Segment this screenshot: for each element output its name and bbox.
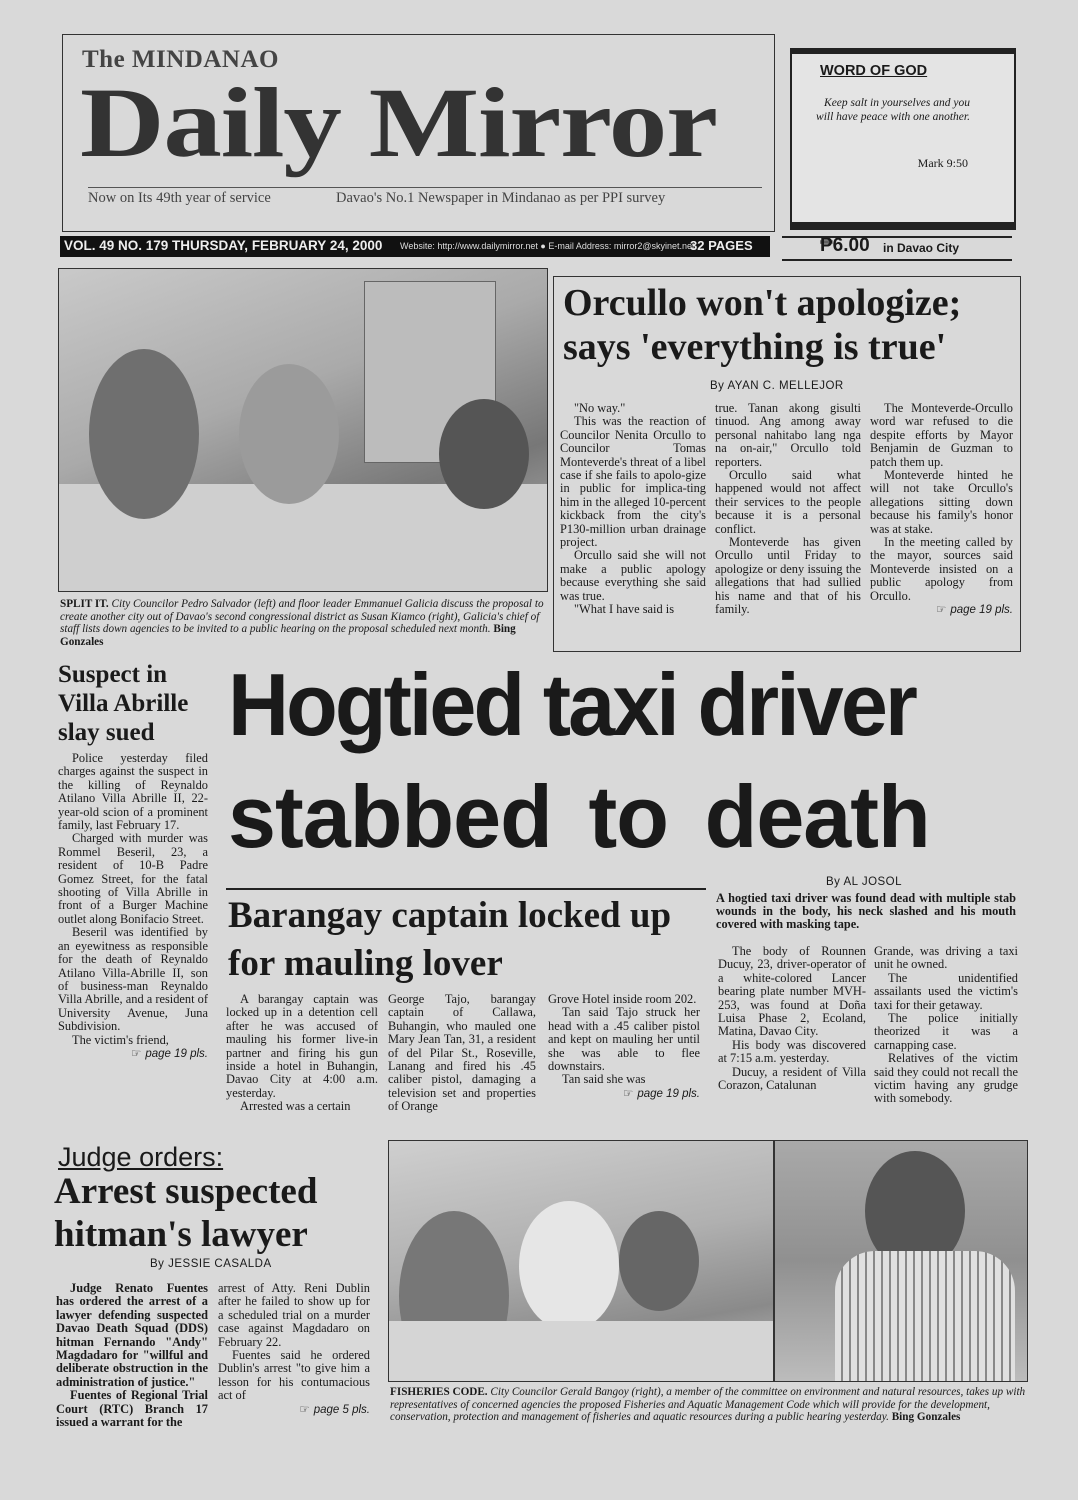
fisheries-code-caption-text: City Councilor Gerald Bangoy (right), a member of the committee on environment and natural resources, takes up with representatives of concerned agencies the proposed Fisheries and Aquatic Management Code which will provide for the development, conservation, protection and management of fisheries and aquatic resources during a public hearing yesterday. xyxy=(390,1386,1026,1424)
pointing-hand-icon: ☞ xyxy=(623,1087,634,1100)
fisheries-code-photo-credit: Bing Gonzales xyxy=(891,1411,961,1424)
pointing-hand-icon: ☞ xyxy=(131,1047,142,1060)
paragraph: The Monteverde-Orcullo word war refused to die despite efforts by Mayor Benjamin de Guzman to patch them up. xyxy=(870,401,1013,469)
taxi-byline: By AL JOSOL xyxy=(826,876,903,888)
barangay-headline: Barangay captain locked up for mauling lover xyxy=(228,895,672,984)
dateline-issue: VOL. 49 NO. 179 THURSDAY, FEBRUARY 24, 2000 xyxy=(64,238,383,253)
fisheries-code-caption xyxy=(390,1386,1026,1424)
paragraph: Relatives of the victim said they could not recall the victim having any grudge with somebody. xyxy=(874,1051,1018,1106)
paragraph: The police initially theorized it was a carnapping case. xyxy=(874,1011,1018,1052)
masthead-tagline-right: Davao's No.1 Newspaper in Mindanao as per PPI survey xyxy=(336,190,666,206)
suspect-headline: Suspect in Villa Abrille slay sued xyxy=(58,661,189,746)
masthead-tagline-rule xyxy=(88,187,762,188)
barangay-col-3 xyxy=(548,993,700,1101)
taxi-lede: A hogtied taxi driver was found dead with multiple stab wounds in the body, his neck slashed and his mouth covered with masking tape. xyxy=(716,891,1016,932)
dateline-website: Website: http://www.dailymirror.net ● E-mail Address: mirror2@skyinet.net xyxy=(400,241,695,251)
judge-continued[interactable] xyxy=(218,1404,370,1417)
pointing-hand-icon: ☞ xyxy=(299,1403,310,1416)
paragraph: George Tajo, barangay captain of Callawa, Buhangin, who mauled one Mary Jean Tan, 31, a resident of del Pilar St., Roseville, Lanang and fired his .45 caliber pistol, damaging a television set and properties of Orange xyxy=(388,992,536,1114)
paragraph: Arrested was a certain xyxy=(240,1099,351,1114)
paragraph: "No way." xyxy=(574,401,626,415)
judge-byline: By JESSIE CASALDA xyxy=(150,1258,272,1270)
paragraph: Grande, was driving a taxi unit he owned. xyxy=(874,944,1018,972)
orcullo-continued-label: page 19 pls. xyxy=(950,604,1013,617)
taxi-col-2 xyxy=(874,945,1018,1106)
masthead-title: Daily Mirror xyxy=(80,67,717,178)
paragraph: Monteverde has given Orcullo until Friday to apologize or deny issuing the allegations that had sullied his name and that of his family. xyxy=(715,535,861,617)
suspect-continued-label: page 19 pls. xyxy=(145,1047,208,1060)
orcullo-col-2 xyxy=(715,402,861,617)
dateline-pages: 32 PAGES xyxy=(690,238,753,253)
paragraph: This was the reaction of Councilor Nenita Orcullo to Councilor Tomas Monteverde's threat of a libel case if she fails to apolo-gize in public for implica-ting him in the alleged 10-percent kickback from the city's P130-million urban drainage project. xyxy=(560,414,706,550)
fisheries-code-photo-right xyxy=(774,1140,1028,1382)
word-of-god-reference: Mark 9:50 xyxy=(917,156,968,170)
paragraph: Grove Hotel inside room 202. xyxy=(548,992,697,1006)
paragraph: true. Tanan akong gisulti tinuod. Ang among away personal nahitabo lang nga na on-air," Orcullo told reporters. xyxy=(715,401,861,469)
paragraph: Charged with murder was Rommel Beseril, 23, a resident of 10-B Padre Gomez Street, for the fatal shooting of Villa Abrille in front of a Burger Machine outlet along Bonifacio Street. xyxy=(58,831,208,926)
paragraph: The unidentified assailants used the victim's taxi for their getaway. xyxy=(874,970,1018,1012)
paragraph: Tan said Tajo struck her head with a .45 caliber pistol and kept on mauling her until she was able to flee downstairs. xyxy=(548,1005,700,1074)
paragraph: Ducuy, a resident of Villa Corazon, Catalunan xyxy=(718,1064,866,1093)
orcullo-headline: Orcullo won't apologize; says 'everything is true' xyxy=(563,282,962,368)
judge-col-2 xyxy=(218,1282,370,1417)
word-of-god-verse: Keep salt in yourselves and you will have peace with one another. xyxy=(816,97,970,123)
price-note: in Davao City xyxy=(883,241,960,255)
suspect-continued[interactable] xyxy=(58,1048,208,1061)
paragraph: A barangay captain was locked up in a detention cell after he was accused of mauling his former live-in partner and firing his gun inside a hotel in Buhangin, Davao City at 4:00 a.m. yesterday. xyxy=(226,992,378,1100)
paragraph: Beseril was identified by an eyewitness as responsible for the death of Reynaldo Atilano Villa-Abrille II, son of business-man Reynaldo Villa Abrille, and a resident of University Avenue, Juna Subdivision. xyxy=(58,925,208,1034)
barangay-top-rule xyxy=(226,888,706,890)
paragraph: Fuentes said he ordered Dublin's arrest "to give him a lesson for his contumacious act of xyxy=(218,1348,370,1403)
barangay-col-2 xyxy=(388,993,536,1114)
paragraph: Tan said she was xyxy=(562,1072,646,1087)
paragraph: Police yesterday filed charges against the suspect in the killing of Reynaldo Atilano Villa Abrille II, 22-year-old scion of a prominent family, last February 17. xyxy=(58,751,208,833)
barangay-continued[interactable] xyxy=(548,1088,700,1101)
taxi-col-1 xyxy=(718,945,866,1092)
price-value: ₱6.00 xyxy=(820,235,870,256)
barangay-continued-label: page 19 pls. xyxy=(637,1087,700,1100)
taxi-headline-line-1: Hogtied taxi driver xyxy=(228,655,915,754)
judge-kicker: Judge orders: xyxy=(58,1142,224,1172)
orcullo-col-3 xyxy=(870,402,1013,618)
paragraph: "What I have said is xyxy=(574,602,675,617)
fisheries-code-caption-label: FISHERIES CODE. xyxy=(390,1386,488,1398)
masthead-pre-title: The MINDANAO xyxy=(82,46,279,73)
masthead-tagline-left: Now on Its 49th year of service xyxy=(88,190,271,206)
barangay-col-1 xyxy=(226,993,378,1114)
judge-headline: Arrest suspected hitman's lawyer xyxy=(54,1171,318,1255)
fisheries-code-photo-left xyxy=(388,1140,774,1382)
suspect-body xyxy=(58,752,208,1061)
judge-continued-label: page 5 pls. xyxy=(313,1403,370,1416)
paragraph: Judge Renato Fuentes has ordered the arrest of a lawyer defending suspected Davao Death Squad (DDS) hitman Fernando "Andy" Magdadaro for "willful and deliberate obstruction in the administration of justice." xyxy=(56,1281,208,1389)
judge-col-1 xyxy=(56,1282,208,1429)
split-it-photo-credit: Bing Gonzales xyxy=(60,623,516,648)
orcullo-col-1 xyxy=(560,402,706,617)
split-it-caption xyxy=(60,598,548,648)
paragraph: Monteverde hinted he will not take Orcullo's allegations sitting down because his family's honor was at stake. xyxy=(870,468,1013,536)
paragraph: arrest of Atty. Reni Dublin after he failed to show up for a scheduled trial on a murder case against Magdadaro on February 22. xyxy=(218,1281,370,1349)
split-it-caption-text: City Councilor Pedro Salvador (left) and floor leader Emmanuel Galicia discuss the proposal to create another city out of Davao's second congressional district as Susan Kiamco (right), Galicia's chief of staff lists down agencies to be invited to a public hearing on the proposal scheduled next month. xyxy=(60,598,544,636)
orcullo-continued[interactable] xyxy=(870,604,1013,617)
split-it-caption-label: SPLIT IT. xyxy=(60,598,109,610)
paragraph: In the meeting called by the mayor, sources said Monteverde insisted on a public apology from Orcullo. xyxy=(870,535,1013,603)
paragraph: His body was discovered at 7:15 a.m. yesterday. xyxy=(718,1037,866,1066)
split-it-photo xyxy=(58,268,548,592)
paragraph: The body of Rounnen Ducuy, 23, driver-operator of a white-colored Lancer bearing plate number MVH-253, was found at Doña Luisa Phase 2, Ecoland, Matina, Davao City. xyxy=(718,944,866,1039)
paragraph: Fuentes of Regional Trial Court (RTC) Branch 17 issued a warrant for the xyxy=(56,1388,208,1430)
pointing-hand-icon: ☞ xyxy=(936,604,947,617)
paragraph: Orcullo said she will not make a public apology because everything she said was true. xyxy=(560,548,706,603)
word-of-god-heading: WORD OF GOD xyxy=(820,63,928,79)
orcullo-byline: By AYAN C. MELLEJOR xyxy=(710,380,844,392)
paragraph: Orcullo said what happened would not affect their services to the people because it is a personal conflict. xyxy=(715,468,861,536)
paragraph: The victim's friend, xyxy=(72,1032,169,1047)
taxi-headline-line-2: stabbed to death xyxy=(228,767,930,866)
